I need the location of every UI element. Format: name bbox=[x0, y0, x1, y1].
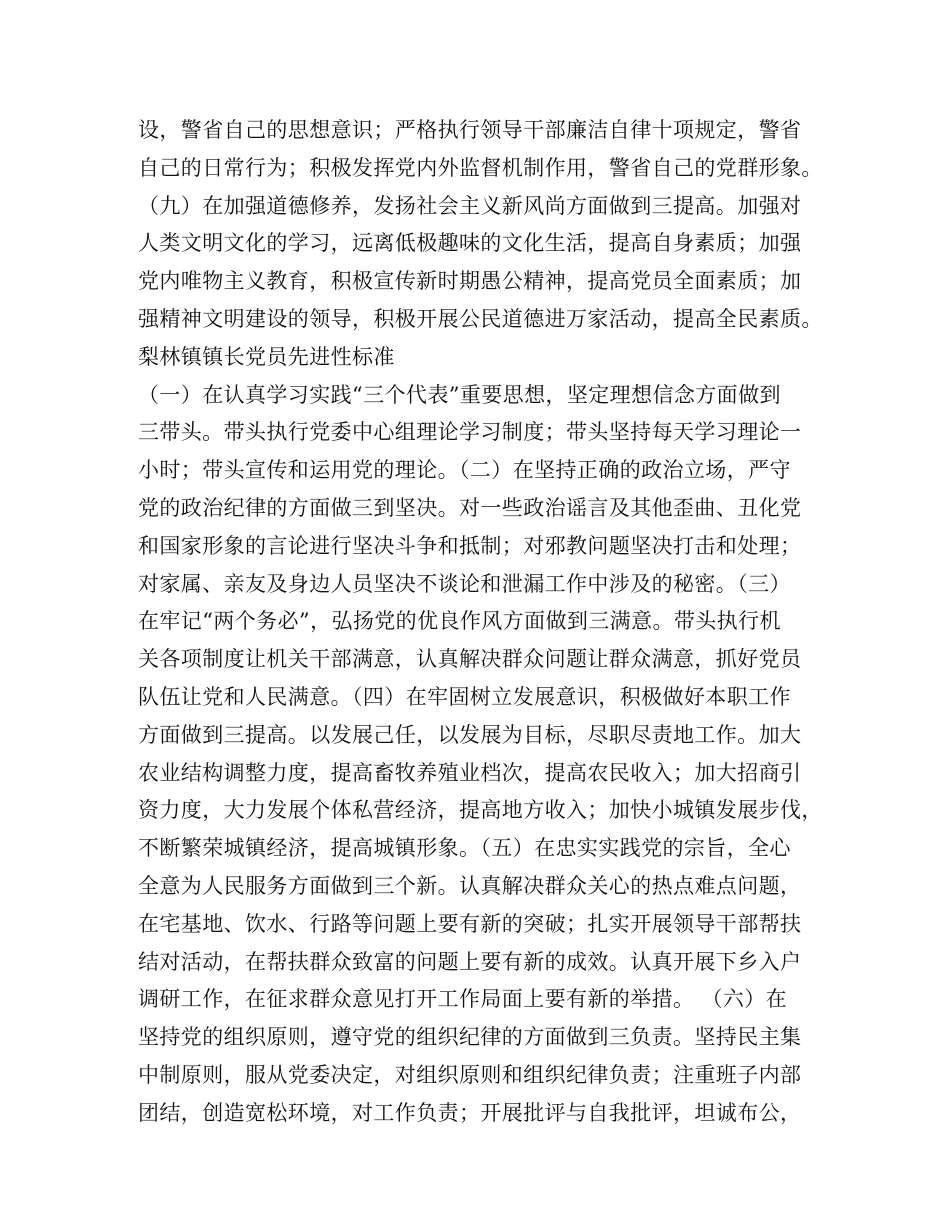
text-line: 中制原则，服从党委决定，对组织原则和组织纪律负责；注重班子内部 bbox=[138, 1062, 802, 1087]
text-line: 队伍让党和人民满意。（四）在牢固树立发展意识，积极做好本职工作 bbox=[138, 684, 791, 709]
text-line: 资力度，大力发展个体私营经济，提高地方收入；加快小城镇发展步伐， bbox=[138, 798, 823, 823]
text-line: 小时；带头宣传和运用党的理论。（二）在坚持正确的政治立场，严守 bbox=[138, 458, 791, 483]
text-line: 坚持党的组织原则，遵守党的组织纪律的方面做到三负责。坚持民主集 bbox=[138, 1025, 802, 1050]
text-line: 对家属、亲友及身边人员坚决不谈论和泄漏工作中涉及的秘密。（三） bbox=[138, 571, 791, 596]
text-line: 三带头。带头执行党委中心组理论学习制度；带头坚持每天学习理论一 bbox=[138, 420, 802, 445]
text-line: 设，警省自己的思想意识；严格执行领导干部廉洁自律十项规定，警省 bbox=[138, 118, 802, 142]
text-line: 农业结构调整力度，提高畜牧养殖业档次，提高农民收入；加大招商引 bbox=[138, 760, 802, 785]
text-line: 关各项制度让机关干部满意，认真解决群众问题让群众满意，抓好党员 bbox=[138, 647, 802, 672]
text-line: 全意为人民服务方面做到三个新。认真解决群众关心的热点难点问题， bbox=[138, 873, 802, 898]
text-line: 和国家形象的言论进行坚决斗争和抵制；对邪教问题坚决打击和处理； bbox=[138, 533, 802, 558]
text-line: 强精神文明建设的领导，积极开展公民道德进万家活动，提高全民素质。 bbox=[138, 306, 823, 331]
body-text bbox=[138, 112, 838, 1133]
text-line: 人类文明文化的学习，远离低极趣味的文化生活，提高自身素质；加强 bbox=[138, 231, 802, 256]
text-line: 自己的日常行为；积极发挥党内外监督机制作用，警省自己的党群形象。 bbox=[138, 155, 823, 180]
text-line: 党的政治纪律的方面做三到坚决。对一些政治谣言及其他歪曲、丑化党 bbox=[138, 495, 802, 520]
text-line: 方面做到三提高。以发展己任，以发展为目标，尽职尽责地工作。加大 bbox=[138, 722, 802, 747]
text-line: 党内唯物主义教育，积极宣传新时期愚公精神，提高党员全面素质；加 bbox=[138, 269, 802, 294]
text-line: 调研工作，在征求群众意见打开工作局面上要有新的举措。 （六）在 bbox=[138, 987, 788, 1012]
text-line: 团结，创造宽松环境，对工作负责；开展批评与自我批评，坦诚布公， bbox=[138, 1100, 802, 1125]
text-line: 在宅基地、饮水、行路等问题上要有新的突破；扎实开展领导干部帮扶 bbox=[138, 911, 802, 936]
section-heading: 梨林镇镇长党员先进性标准 bbox=[138, 344, 395, 369]
text-line: 结对活动，在帮扶群众致富的问题上要有新的成效。认真开展下乡入户 bbox=[138, 949, 802, 974]
text-line: 不断繁荣城镇经济，提高城镇形象。（五）在忠实实践党的宗旨，全心 bbox=[138, 836, 791, 861]
text-line: （九）在加强道德修养，发扬社会主义新风尚方面做到三提高。加强对 bbox=[138, 193, 802, 218]
text-line: （一）在认真学习实践“三个代表”重要思想，坚定理想信念方面做到 bbox=[138, 382, 781, 407]
text-line: 在牢记“两个务必”，弘扬党的优良作风方面做到三满意。带头执行机 bbox=[138, 609, 781, 634]
